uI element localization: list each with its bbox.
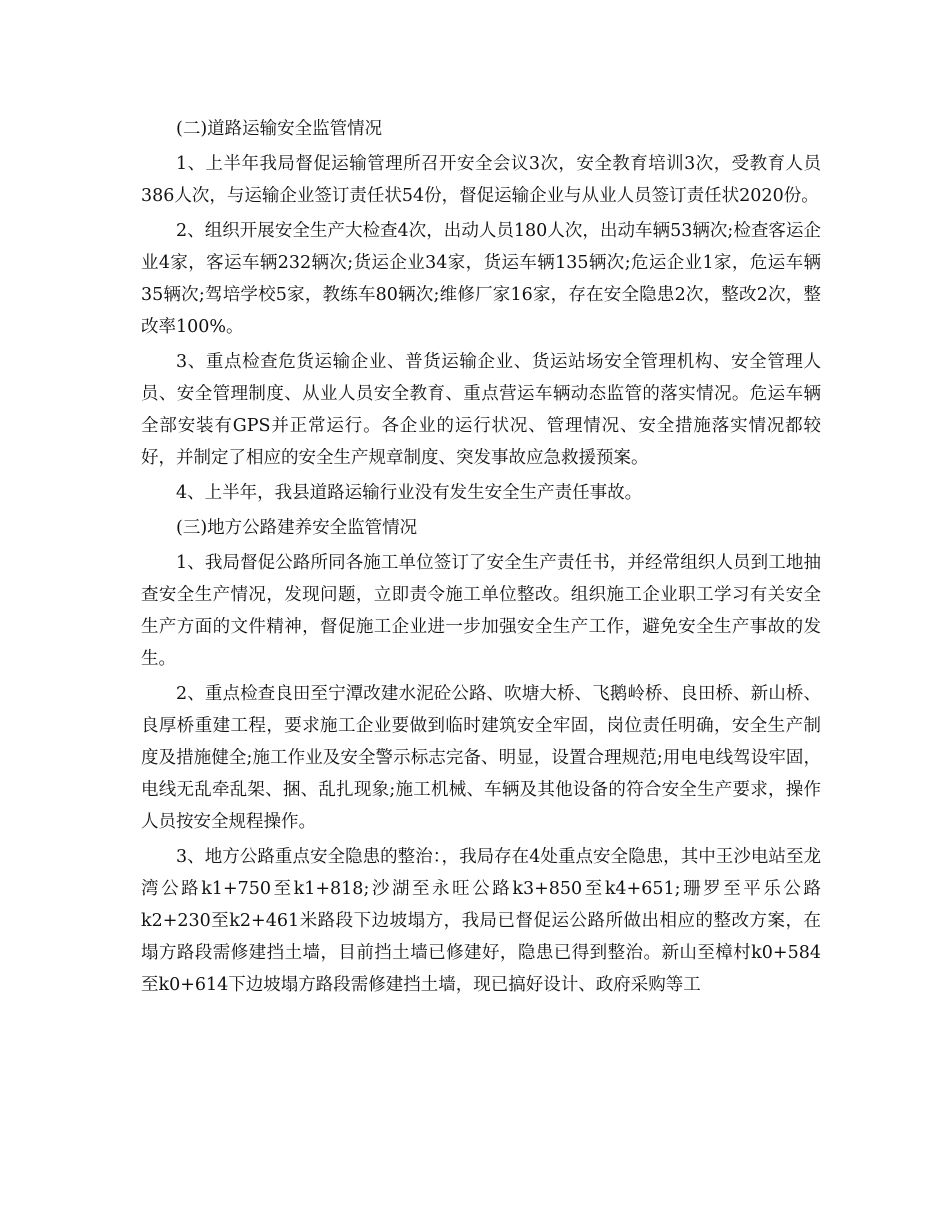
paragraph-6: 2、重点检查良田至宁潭改建水泥砼公路、吹塘大桥、飞鹅岭桥、良田桥、新山桥、良厚桥重建工程，要求施工企业要做到临时建筑安全牢固，岗位责任明确，安全生产制度及措施健全;施工作业及安全警示标志完备、明显，设置合理规范;用电电线驾设牢固，电线无乱牵乱架、捆、乱扎现象;施工机械、车辆及其他设备的符合安全生产要求，操作人员按安全规程操作。 <box>141 684 821 832</box>
section-heading-local-roads: (三)地方公路建养安全监管情况 <box>176 518 418 538</box>
paragraph-3: 3、重点检查危货运输企业、普货运输企业、货运站场安全管理机构、安全管理人员、安全管理制度、从业人员安全教育、重点营运车辆动态监管的落实情况。危运车辆全部安装有GPS并正常运行。各企业的运行状况、管理情况、安全措施落实情况都较好，并制定了相应的安全生产规章制度、突发事故应急救援预案。 <box>141 352 821 468</box>
paragraph-4: 4、上半年，我县道路运输行业没有发生安全生产责任事故。 <box>176 483 643 503</box>
section-heading-road-transport: (二)道路运输安全监管情况 <box>176 119 383 139</box>
paragraph-5: 1、我局督促公路所同各施工单位签订了安全生产责任书，并经常组织人员到工地抽查安全生产情况，发现问题，立即责令施工单位整改。组织施工企业职工学习有关安全生产方面的文件精神，督促施工企业进一步加强安全生产工作，避免安全生产事故的发生。 <box>141 553 821 669</box>
document-body <box>141 113 821 1004</box>
paragraph-2: 2、组织开展安全生产大检查4次，出动人员180人次，出动车辆53辆次;检查客运企业4家，客运车辆232辆次;货运企业34家，货运车辆135辆次;危运企业1家，危运车辆35辆次;驾培学校5家，教练车80辆次;维修厂家16家，存在安全隐患2次，整改2次，整改率100%。 <box>141 221 821 337</box>
paragraph-7: 3、地方公路重点安全隐患的整治：，我局存在4处重点安全隐患，其中王沙电站至龙湾公路k1+750至k1+818;沙湖至永旺公路k3+850至k4+651;珊罗至平乐公路k2+230至k2+461米路段下边坡塌方，我局已督促运公路所做出相应的整改方案，在塌方路段需修建挡土墙，目前挡土墙已修建好，隐患已得到整治。新山至樟村k0+584至k0+614下边坡塌方路段需修建挡土墙，现已搞好设计、政府采购等工 <box>141 847 821 995</box>
paragraph-1: 1、上半年我局督促运输管理所召开安全会议3次，安全教育培训3次，受教育人员386人次，与运输企业签订责任状54份，督促运输企业与从业人员签订责任状2020份。 <box>141 154 821 206</box>
